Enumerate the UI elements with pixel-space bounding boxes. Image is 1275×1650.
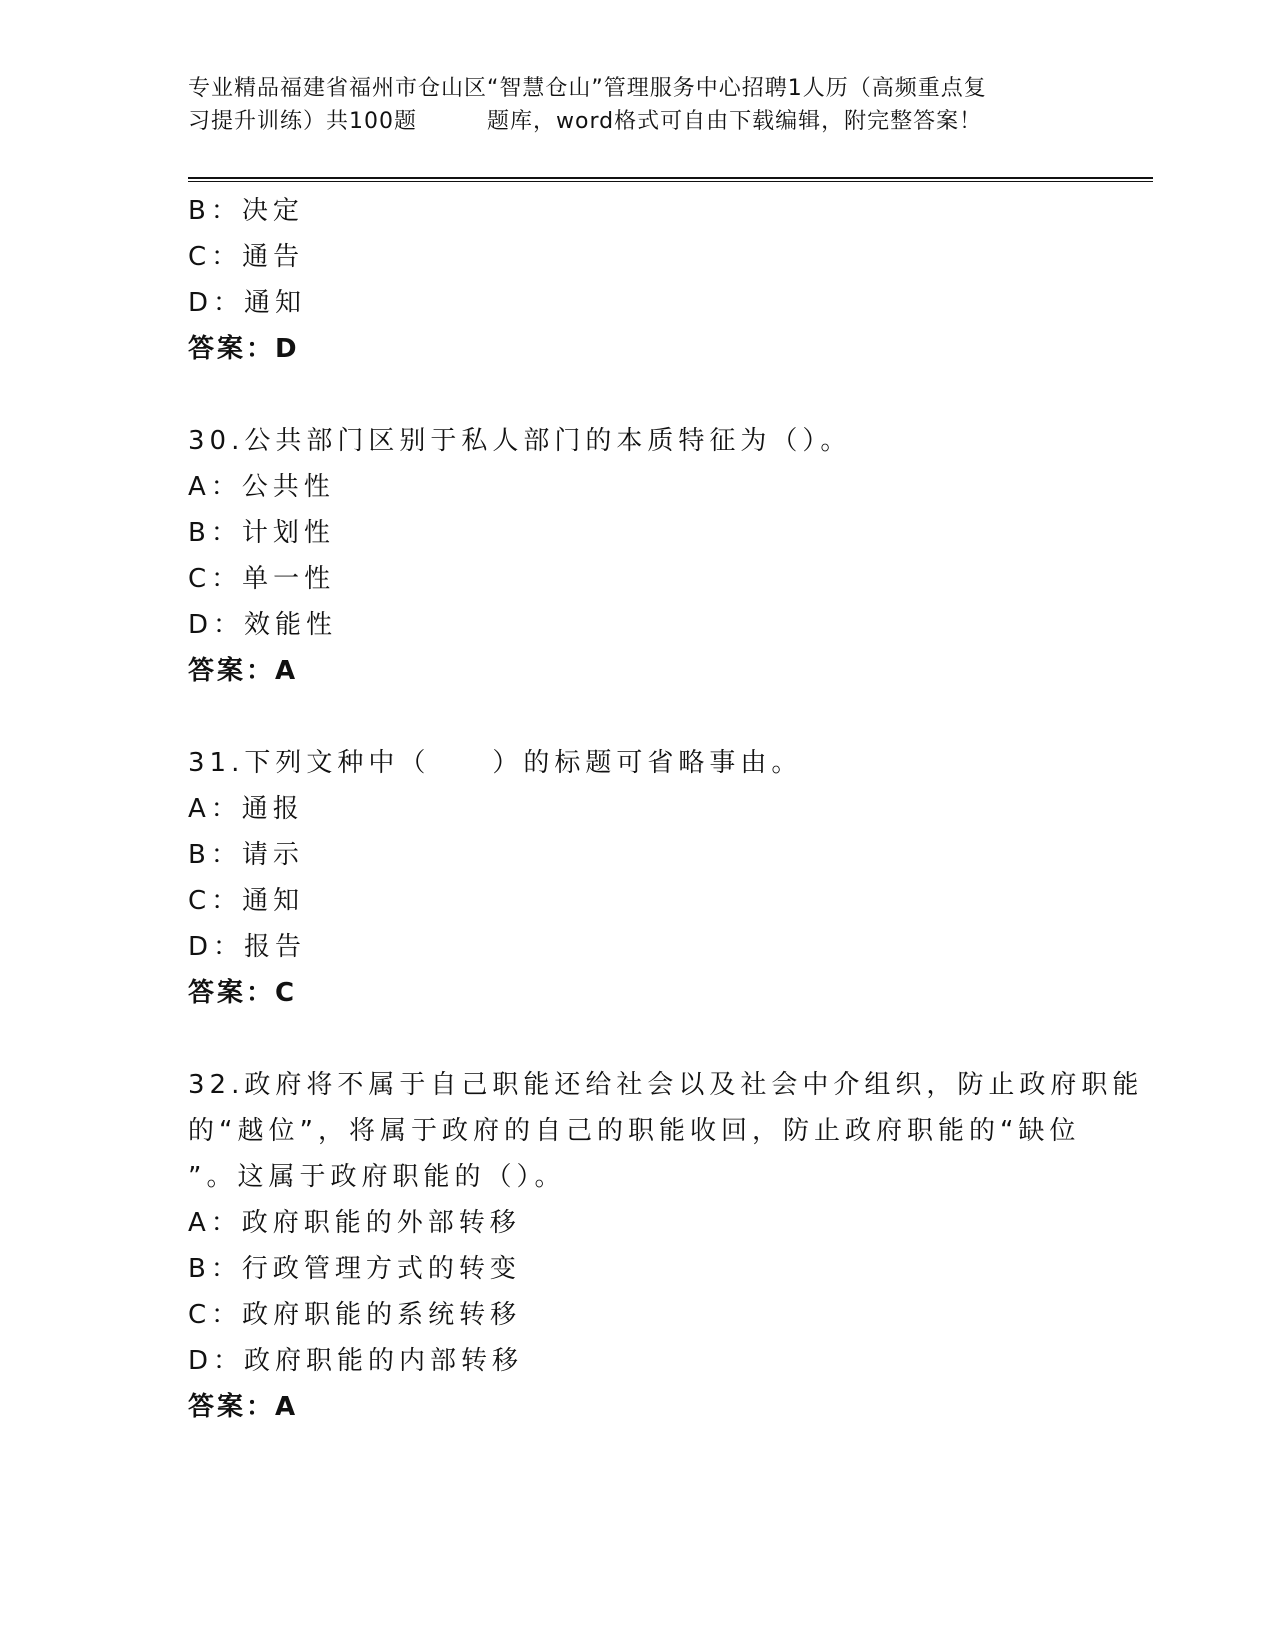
option-a: A：政府职能的外部转移 <box>188 1208 521 1238</box>
option-d: D：政府职能的内部转移 <box>188 1346 524 1376</box>
option-b: B：行政管理方式的转变 <box>188 1254 521 1284</box>
option-d: D：通知 <box>188 288 307 318</box>
question-number: 30 . <box>188 426 244 456</box>
answer-line: 答案：C <box>188 978 298 1008</box>
answer-line: 答案：A <box>188 656 299 686</box>
option-c: C：通知 <box>188 886 305 916</box>
question-30 <box>188 418 1088 694</box>
answer-line: 答案：A <box>188 1392 299 1422</box>
question-stem-text: 政府将不属于自己职能还给社会以及社会中介组织，防止政府职能 <box>244 1070 1144 1100</box>
question-stem <box>188 740 1088 786</box>
question-stem-line-3: ”。这属于政府职能的（）。 <box>188 1162 566 1192</box>
option-c: C：通告 <box>188 242 305 272</box>
question-32 <box>188 1062 1144 1430</box>
question-29-continued <box>188 188 1088 372</box>
question-list <box>188 188 1144 1430</box>
option-c: C：单一性 <box>188 564 336 594</box>
question-stem-text: 下列文种中（ ）的标题可省略事由。 <box>244 748 803 778</box>
question-31 <box>188 740 1088 1016</box>
header-line-2-part-b: 题库，word格式可自由下载编辑，附完整答案！ <box>487 109 983 134</box>
option-a: A：公共性 <box>188 472 335 502</box>
header-line-2 <box>188 105 1088 138</box>
question-stem <box>188 418 1088 464</box>
page-header <box>188 72 1088 138</box>
answer-line: 答案：D <box>188 334 300 364</box>
option-d: D：效能性 <box>188 610 338 640</box>
header-divider-thin <box>188 181 1153 182</box>
question-stem-line-2: 的“越位”，将属于政府的自己的职能收回，防止政府职能的“缺位 <box>188 1116 1081 1146</box>
option-c: C：政府职能的系统转移 <box>188 1300 522 1330</box>
header-line-2-part-a: 习提升训练）共100题 <box>188 109 417 134</box>
option-b: B：计划性 <box>188 518 335 548</box>
option-b: B：请示 <box>188 840 304 870</box>
option-b: B：决定 <box>188 196 304 226</box>
question-number: 32 . <box>188 1070 244 1100</box>
question-number: 31 . <box>188 748 244 778</box>
question-stem-text: 公共部门区别于私人部门的本质特征为（）。 <box>244 426 852 456</box>
question-stem-line-1 <box>188 1062 1144 1108</box>
header-divider-thick <box>188 177 1153 179</box>
option-a: A：通报 <box>188 794 304 824</box>
option-d: D：报告 <box>188 932 307 962</box>
header-line-1: 专业精品福建省福州市仓山区“智慧仓山”管理服务中心招聘1人历（高频重点复 <box>188 76 987 101</box>
